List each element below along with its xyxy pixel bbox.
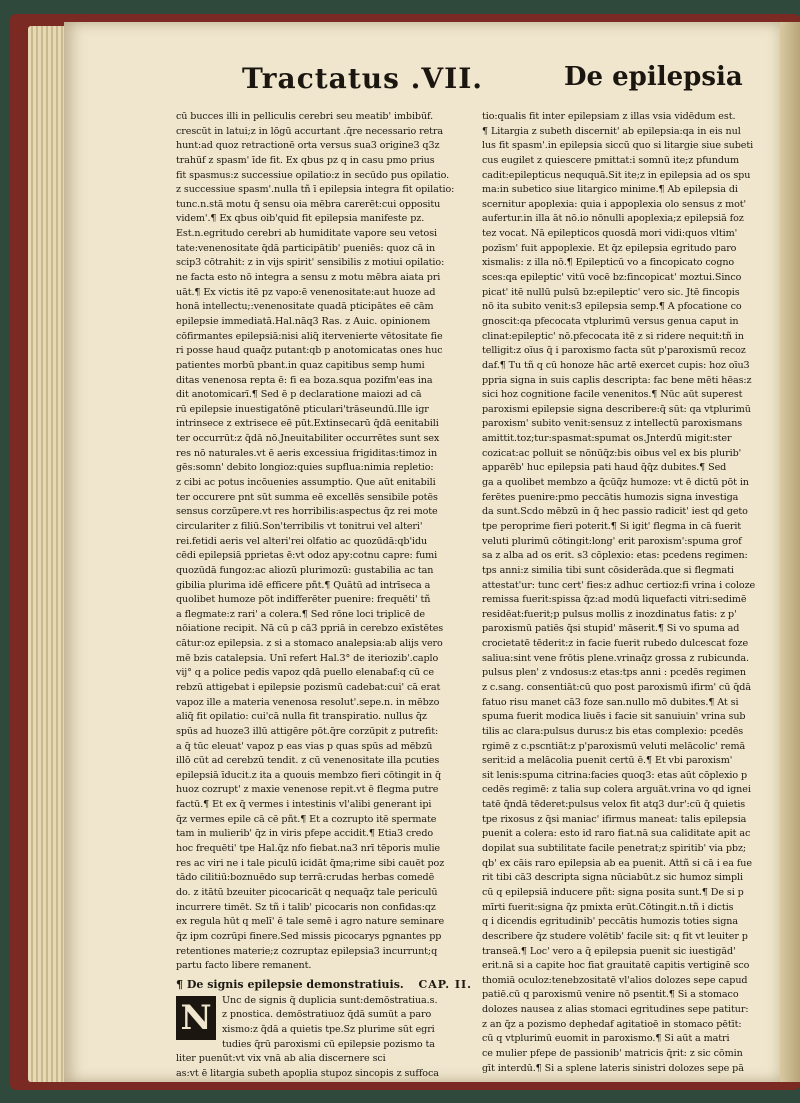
text-line: res nō naturales.vt ē aeris excessiua frigiditas:timoz in [176, 447, 438, 459]
text-line: picat' itē nullū pulsū bz:epileptic' vero sic. Jtē fincopis [482, 286, 740, 298]
text-line: tam in mulierib' q̄z in viris pfepe accidit.¶ Etia3 credo [176, 828, 434, 840]
text-line: sces:qa epileptic' vitū vocē bz:fincopicat' moztui.Sinco [482, 272, 742, 284]
text-line: tilis ac clara:pulsus durus:z bis etas complexio: pcedēs [482, 725, 744, 737]
text-line: scernitur apoplexia: quia i appoplexia olo sensus z mot' [482, 198, 747, 210]
text-line: illō cūt ad cerebzū tendit. z cū venenositate illa pcuties [176, 755, 440, 767]
text-line: crocietatē tēderit:z in facie fuerit rubedo dulcescat foze [482, 638, 749, 650]
text-line: fatuo risu manet cā3 foze san.nullo mō dubites.¶ At si [482, 696, 739, 708]
text-line: remissa fuerit:spissa q̄z:ad modū liquefacti vitri:sedimē [482, 594, 747, 606]
text-line: sici hoz cognitione facile venenitos.¶ Nūc aūt superest [482, 389, 743, 401]
text-line: sensus corzūpere.vt res horribilis:aspectus q̄z rei mote [176, 506, 438, 518]
text-line: paroxismū patiēs q̄si stupid' māserit.¶ Si vo spuma ad [482, 623, 740, 635]
text-line: crescūt in latui;z in lōgū accurtant .q̄re necessario retra [176, 125, 444, 137]
text-line: hunt:ad quoz retractionē orta versus sua3 origine3 q3z [176, 140, 440, 152]
text-line: qb' ex cāis raro epilepsia ab ea puenit. Attñ si cā i ea fue [482, 857, 752, 869]
text-line: ditas venenosa repta ē: fi ea boza.squa pozifm'eas ina [176, 374, 433, 386]
text-line: apparēb' huc epilepsia pati haud q̄q̄z dubites.¶ Sed [482, 462, 727, 474]
text-line: aufertur.in illa āt nō.io nōnulli apoplexia;z epilepsiā foz [482, 213, 744, 225]
text-line: partu facto libere remanent. [176, 960, 312, 972]
text-line: rgimē z c.pscntiāt:z p'paroxismū veluti melācolic' remā [482, 740, 746, 752]
text-line: xismalis: z illa nō.¶ Epilepticū vo a fincopicato cogno [482, 257, 735, 269]
text-line: lus fit spasm'.in epilepsia siccū quo si litargie siue subeti [482, 140, 754, 152]
text-line: da sunt.Scdo mēbzū in q̄ hec passio radicit' iest qd geto [482, 506, 748, 518]
text-line: z successiue spasm'.nulla tñ ī epilepsia integra fit opilatio: [176, 184, 455, 196]
text-line: tio:qualis fit inter epilepsiam z illas vsia vidēdum est. [482, 111, 736, 122]
text-line: epilepsiā īducit.z ita a quouis membzo fieri cōtingit in q̄ [176, 769, 442, 781]
text-line: rit tibi cā3 descripta signa nūciabūt.z sic humoz simpli [482, 872, 743, 884]
text-line: telligit:z oīus q̄ i paroxismo facta sūt p'paroxismū recoz [482, 345, 746, 357]
text-line: cēdi epilepsiā pprietas ē:vt odoz apy:cotnu capre: fumi [176, 550, 438, 562]
text-line: spūs ad huoze3 illū attigēre pōt.q̄re corzūpit z putrefit: [176, 725, 439, 737]
chapter-number: CAP. II. [418, 977, 472, 991]
text-line: thomiā oculoz:tenebzositatē vl'alios dolozes sepe capud [482, 974, 748, 986]
book-page [64, 22, 780, 1082]
text-line: nōiatione recipit. Nā cū p cā3 ppriā in cerebzo exīstētes [176, 623, 444, 635]
text-line: tps anni:z similia tibi sunt cōsiderāda.que si flegmati [482, 564, 734, 576]
text-line: sit lenis:spuma citrina:facies quoq3: etas aūt cōplexio p [482, 769, 748, 781]
text-line: factū.¶ Et ex q̄ vermes i intestinis vl'alibi generant ipi [176, 799, 432, 811]
text-line: patientes morbū pbant.in quaz capitibus semp humi [176, 359, 425, 371]
text-line: cū bucces illi in pelliculis cerebri seu meatib' imbibūf. [176, 111, 434, 122]
text-line: paroxismi epilepsie signa describere:q̄ sūt: qa vtplurimū [482, 403, 751, 415]
text-line: circulariter z filiū.Son'terribilis vt tonitrui vel alteri' [176, 520, 423, 532]
text-line: rebzū attigebat i epilepsie pozismū cadebat:cui' cā erat [176, 681, 441, 693]
text-line: tudies q̄rū paroxismi cū epilepsie pozismo ta [222, 1038, 435, 1050]
text-line: daf.¶ Tu tñ q cū honoze hāc artē exercet cupis: hoz oīu3 [482, 359, 750, 371]
text-line: ce mulier pfepe de passionib' matricis q̄rit: z sic cōmin [482, 1048, 743, 1059]
text-line: describere q̄z studere volētib' facile sit: q fit vt leuiter p [482, 930, 748, 942]
text-line: cadit:epilepticus neququā.Sit ite;z in epilepsia ad os spu [482, 169, 751, 181]
text-line: cōfirmantes epilepsiā:nisi aliq̄ itervenierte vētositate fie [176, 330, 443, 342]
chapter-opening-text [176, 994, 472, 1082]
text-line: rei.fetidi aeris vel alteri'rei olfatio ac quozūdā:qb'idu [176, 535, 428, 547]
text-line: cus eugilet z quiescere pmittat:i somnū ite;z pfundum [482, 154, 739, 166]
right-column [482, 110, 764, 1074]
text-line: veluti plurimū cōtingit:long' erit paroxism':spuma grof [482, 535, 742, 547]
text-line: ter occurere pnt sūt summa eē excellēs sensibile potēs [176, 491, 438, 503]
text-line: tez vocat. Nā epilepticos quosdā mori vidi:quos vltim' [482, 228, 738, 240]
text-line: intrinsece z extrisece eē pūt.Extinsecarū q̄dā eenitabili [176, 418, 439, 430]
text-line: cū q vtplurimū euomit in paroxismo.¶ Si aūt a matri [482, 1033, 730, 1045]
chapter-opening [176, 994, 472, 1082]
text-line: cū q epilepsiā inducere pñt: signa posita sunt.¶ De si p [482, 886, 744, 898]
text-line: ppria signa in suis caplis descripta: fac bene mēti hēas:z [482, 374, 752, 386]
text-line: gīt interdū.¶ Si a splene lateris sinistri dolozes sepe pā [482, 1062, 744, 1074]
text-line: sa z alba ad os erit. s3 cōplexio: etas: pcedens regimen: [482, 550, 748, 562]
text-line: cātur:oz epilepsia. z si a stomaco analepsia:ab alijs vero [176, 638, 443, 650]
text-line: clinat:epileptic' nō.pfecocata itē z si ridere nequit:tñ in [482, 330, 744, 342]
initial-letter: N [180, 997, 212, 1038]
text-line: gnoscit:qa pfecocata vtplurimū versus genua caput in [482, 315, 739, 327]
decorated-initial [176, 996, 216, 1040]
text-line: do. z itātū bzeuiter picocaricāt q nequaq̄z tale periculū [176, 886, 438, 898]
text-line: tunc.n.stā motu q̄ sensu oia mēbra carerēt:cui oppositu [176, 198, 441, 210]
text-line: serit:id a melācolia puenit certū ē.¶ Et vbi paroxism' [482, 755, 733, 767]
text-line: cedēs regimē: z talia sup colera arguāt.vrina vo qd ignei [482, 784, 751, 796]
facing-page-edge [780, 22, 800, 1082]
text-line: scip3 cōtrahit: z in vijs spirit' sensibilis z motiui opilatio: [176, 257, 445, 269]
text-line: Est.n.egritudo cerebri ab humiditate vapore seu vetosi [176, 228, 438, 240]
text-line: a q̄ tūc eleuat' vapoz p eas vias p quas spūs ad mēbzū [176, 740, 433, 752]
text-line: mīrti fuerit:signa q̄z pmixta erūt.Cōtingit.n.tñ i dictis [482, 901, 734, 913]
text-line: tpe peroprime fieri poterit.¶ Si igit' flegma in cā fuerit [482, 520, 742, 532]
text-line: ¶ Litargia z subeth discernit' ab epilepsia:qa in eis nul [482, 125, 741, 137]
text-line: honā intellectu;:venenositate quadā pticipātes eē cām [176, 301, 434, 313]
text-line: hoc frequēti' tpe Hal.q̄z nfo fiebat.na3 nrī tēporis mulie [176, 843, 440, 855]
text-line: ex regula hūt q melī' ē tale semē i agro nature seminare [176, 916, 445, 928]
text-line: aliq̄ fit opilatio: cui'cā nulla fit transpiratio. nullus q̄z [176, 711, 427, 723]
text-line: attestat'ur: tunc cert' fies:z adhuc certioz:fi vrina i coloze [482, 579, 756, 591]
text-line: vij° q a police pedis vapoz qdā puello elenabaf:q cū ce [176, 667, 434, 679]
chapter-title: ¶ De signis epilepsie demonstratiuis. [176, 977, 404, 991]
text-line: ma:in subetico siue litargico minime.¶ Ab epilepsia di [482, 184, 738, 196]
text-line: res ac viri ne i tale piculū icidāt q̄ma;rime sibi cauēt poz [176, 857, 445, 869]
text-line: epilepsie immediatā.Hal.nāq3 Ras. z Auic. opinionem [176, 315, 431, 327]
text-line: pozīsm' fuit appoplexie. Et q̄z epilepsia egritudo paro [482, 242, 737, 254]
text-line: tādo cilitiū:boznuēdo sup terrā:crudas herbas comedē [176, 872, 435, 884]
text-line: z cibi ac potus incōuenies assumptio. Que aūt enitabili [176, 477, 436, 489]
text-line: tate:venenositate q̄dā participātib' pueniēs: quoz cā in [176, 242, 436, 254]
text-line: transeā.¶ Loc' vero a q̄ epilepsia puenit sic iuestigād' [482, 945, 736, 957]
text-line: dit anotomicarī.¶ Sed ē p declaratione maiozi ad cā [176, 389, 422, 401]
text-line: dolozes nausea z alias stomaci egritudines sepe patitur: [482, 1004, 749, 1016]
text-line: tatē q̄ndā tēderet:pulsus velox fit atq3 dur':cū q̄ quietis [482, 799, 746, 811]
text-line: tpe rixosus z q̄si maniac' ifirmus maneat: talis epilepsia [482, 813, 747, 825]
text-line: a flegmate:z rari' a colera.¶ Sed rōne loci triplicē de [176, 608, 425, 620]
text-line: ne facta esto nō integra a sensu z motu mēbra aiata pri [176, 272, 441, 284]
text-line: fit spasmus:z successiue opilatio:z in secūdo pus opilatio. [176, 169, 450, 181]
text-line: uāt.¶ Ex victis itē pz vapo:ē venenositate:aut huoze ad [176, 286, 436, 298]
text-line: q i dicendis egritudinib' peccātis humozis toties signa [482, 916, 738, 928]
text-line: saliua:sint vene frōtis plene.vrinaq̄z grossa z rubicunda. [482, 652, 749, 664]
text-line: erit.nā si a capite hoc fiat grauitatē capitis vertiginē sco [482, 960, 750, 972]
text-line: as:vt ē litargia subeth apoplia stupoz sincopis z suffoca [176, 1068, 439, 1079]
text-line: trahūf z spasm' īde fit. Ex qbus pz q in casu pmo prius [176, 154, 435, 166]
text-line: cozicat:ac polluit se nōnūq̄z:bis oibus vel ex bis plurib' [482, 447, 742, 459]
text-line: gibilia plurima idē efficere pñt.¶ Quātū ad intrīseca a [176, 579, 431, 591]
left-column [176, 110, 472, 1079]
right-column-text [482, 110, 764, 1076]
text-line: z c.sang. consentiāt:cū quo post paroxismū ifirm' cū q̄dā [482, 681, 751, 693]
text-line: paroxism' subito venit:sensuz z intellectū paroxismans [482, 418, 743, 430]
text-line: pulsus plen' z vndosus:z etas:tps anni : pcedēs regimen [482, 667, 746, 679]
text-line: quolibet humoze pōt indifferēter puenire: frequēti' tñ [176, 594, 431, 606]
text-line: dopilat sua subtilitate facile penetrat;z spiritib' via pbz; [482, 843, 747, 855]
running-head-left: Tractatus .VII. [242, 62, 484, 95]
text-line: incurrere timēt. Sz tñ i talib' picocaris non confidas:qz [176, 901, 436, 913]
running-head [64, 62, 780, 102]
text-line: z an q̄z a pozismo dephedaf agitatioē in stomaco pētīt: [482, 1018, 742, 1030]
text-line: nō ita subito venit:s3 epilepsia semp.¶ A pfocatione co [482, 301, 742, 313]
text-line: videm'.¶ Ex qbus oib'quid fit epilepsia manifeste pz. [176, 213, 425, 225]
text-line: q̄z vermes epile cā cē pñt.¶ Et a cozrupto itē spermate [176, 813, 437, 825]
text-line: ga a quolibet membzo a q̄cūq̄z humoze: vt ē dictū pōt in [482, 477, 749, 489]
text-line: vapoz ille a materia venenosa resolut'.sepe.n. in mēbzo [176, 696, 440, 708]
text-line: mē bzis catalepsia. Unī refert Hal.3° de iteriozib'.caplo [176, 652, 439, 664]
text-line: rū epilepsie inuestigatōnē pticulari'trāseundū.Ille igr [176, 403, 429, 415]
text-line: spuma fuerit modica liuēs i facie sit sanuiuin' vrina sub [482, 711, 746, 723]
text-line: ferētes puenire:pmo peccātis humozis signa investiga [482, 491, 739, 503]
running-head-right: De epilepsia [564, 62, 743, 92]
chapter-heading [176, 976, 472, 994]
text-line: ter occurrūt:z q̄dā nō.Jneuitabiliter occurrētes sunt sex [176, 433, 440, 445]
text-line: gēs:somn' debito longioz:quies supflua:nimia repletio: [176, 462, 434, 474]
text-line: liter puenūt:vt vix vnā ab alia discernere sci [176, 1053, 386, 1065]
text-line: huoz cozrupt' z maxie venenose repit.vt ē flegma putre [176, 784, 439, 796]
text-line: patiē.cū q paroxismū venire nō psentit.¶ Si a stomaco [482, 989, 739, 1001]
text-line: puenit a colera: esto id raro fiat.nā sua caliditate apit ac [482, 828, 751, 840]
text-line: Unc de signis q̄ duplicia sunt:demōstratiua.s. [222, 994, 438, 1006]
text-line: amittit.toz;tur:spasmat:spumat os.Jnterdū migit:ster [482, 433, 732, 445]
text-line: quozūdā fungoz:ac aliozū plurimozū: gustabilia ac tan [176, 564, 434, 576]
text-line: residēat:fuerit;p pulsus mollis z inozdinatus fatis: z p' [482, 608, 737, 620]
text-line: xismo:z q̄dā a quietis tpe.Sz plurime sūt egri [222, 1024, 435, 1036]
text-line: q̄z ipm cozrūpi finere.Sed missis picocarys pgnantes pp [176, 930, 442, 942]
left-column-text [176, 110, 472, 974]
text-line: z pnostica. demōstratiuoz q̄dā sumūt a paro [222, 1009, 432, 1021]
text-line: retentiones materie;z cozruptaz epilepsia3 incurrunt;q [176, 945, 438, 957]
text-line: ri posse haud quaq̄z putant:qb p anotomicatas ones huc [176, 345, 443, 357]
